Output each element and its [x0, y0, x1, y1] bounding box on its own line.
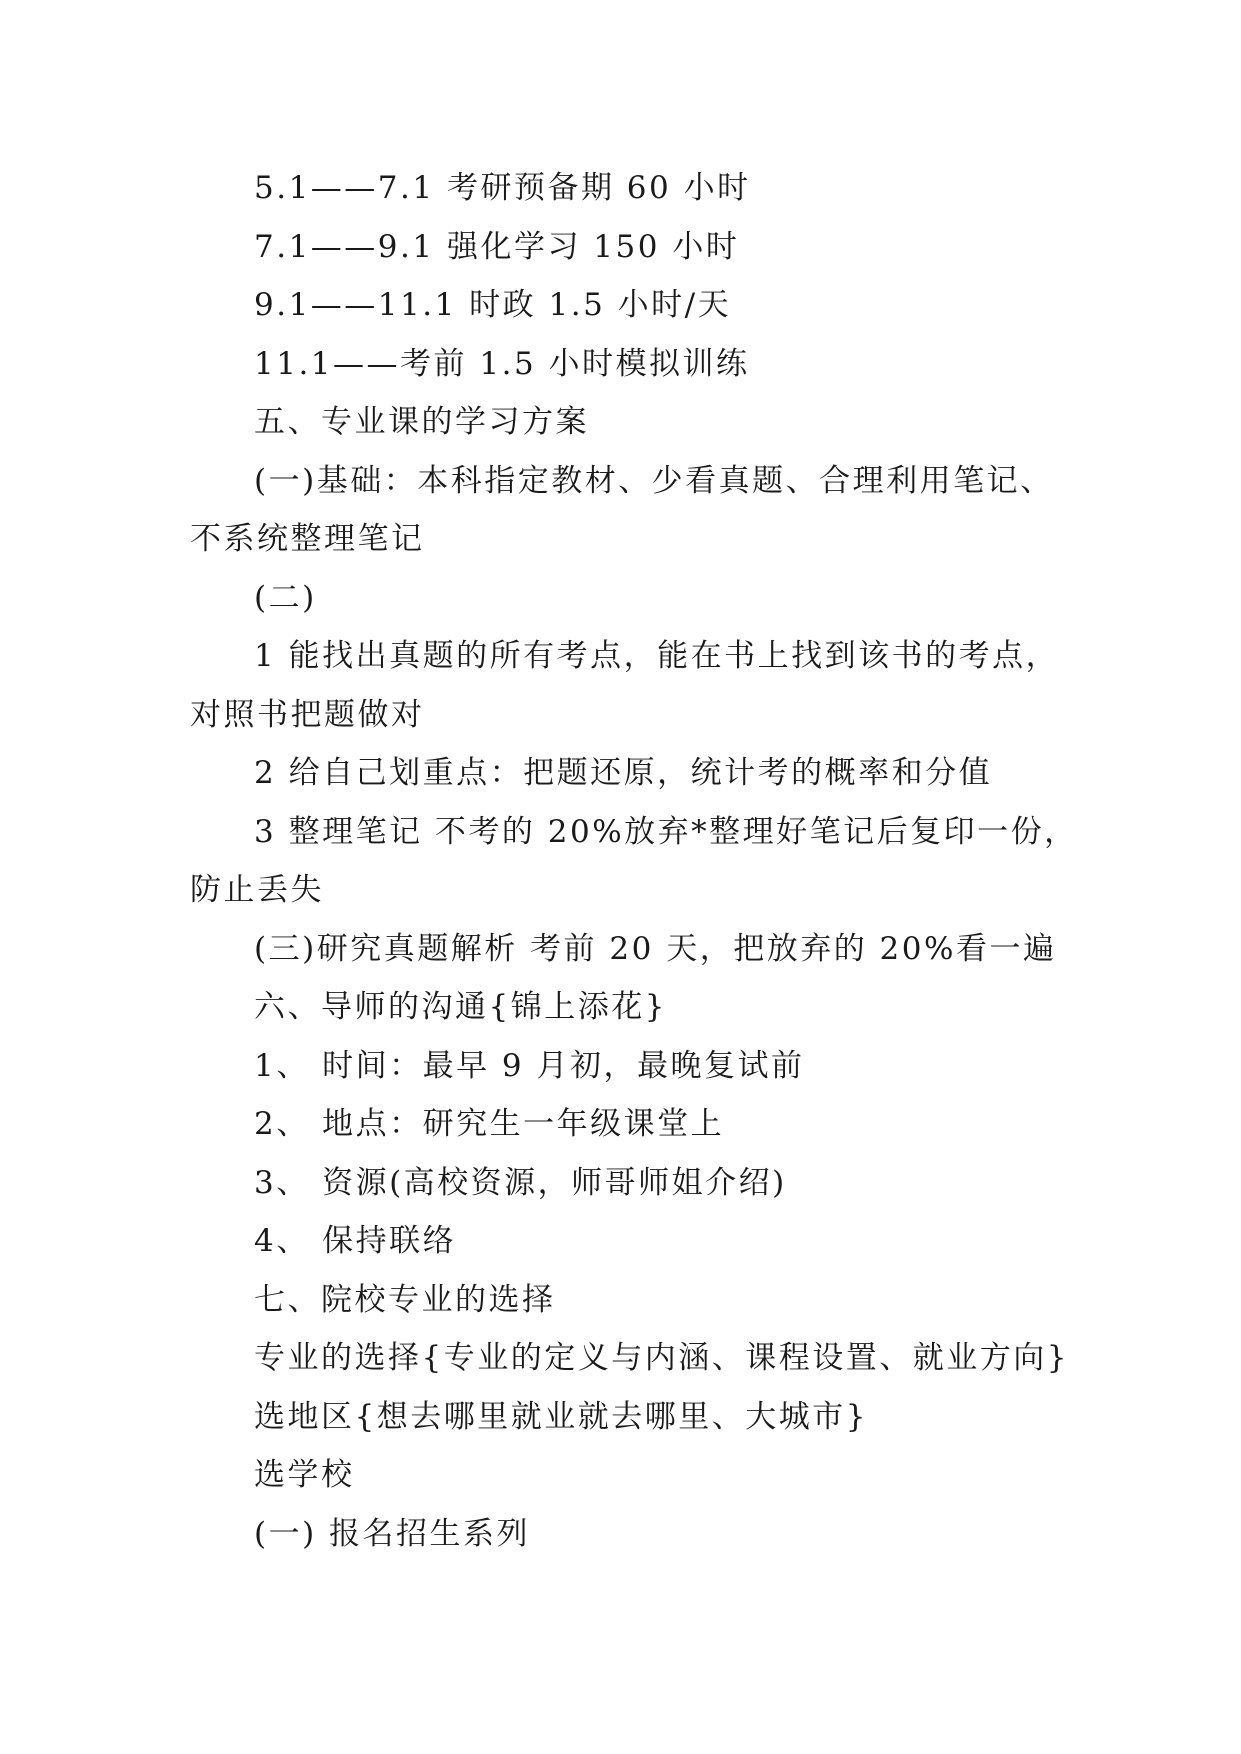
text-line: 11.1——考前 1.5 小时模拟训练: [254, 345, 750, 382]
list-item: 1、 时间：最早 9 月初，最晚复试前: [254, 1047, 805, 1084]
text-line: (三)研究真题解析 考前 20 天，把放弃的 20%看一遍: [254, 930, 1057, 967]
text-line: 专业的选择{专业的定义与内涵、课程设置、就业方向}: [254, 1340, 1069, 1376]
text-line: 1 能找出真题的所有考点，能在书上找到该书的考点，: [254, 638, 1060, 674]
text-line-continuation: 不系统整理笔记: [190, 521, 425, 557]
list-item: 2、 地点：研究生一年级课堂上: [254, 1106, 725, 1142]
text-line-continuation: 对照书把题做对: [190, 696, 425, 733]
text-line: 7.1——9.1 强化学习 150 小时: [254, 228, 740, 265]
text-line: 9.1——11.1 时政 1.5 小时/天: [254, 287, 732, 323]
section-heading: 六、导师的沟通{锦上添花}: [254, 989, 667, 1025]
text-line: 选地区{想去哪里就业就去哪里、大城市}: [254, 1398, 868, 1435]
list-item: 3、 资源(高校资源，师哥师姐介绍): [254, 1164, 787, 1201]
text-line: 5.1——7.1 考研预备期 60 小时: [254, 170, 751, 206]
text-line-continuation: 防止丢失: [190, 872, 324, 908]
text-line: (二): [254, 579, 317, 616]
text-line: (一)基础：本科指定教材、少看真题、合理利用笔记、: [254, 462, 1054, 499]
text-line: 3 整理笔记 不考的 20%放弃*整理好笔记后复印一份，: [254, 813, 1078, 850]
document-body: [190, 159, 1078, 1563]
text-line: 选学校: [254, 1457, 355, 1493]
text-line: 2 给自己划重点：把题还原，统计考的概率和分值: [254, 755, 993, 791]
list-item: 4、 保持联络: [254, 1223, 457, 1259]
section-heading: 七、院校专业的选择: [254, 1281, 556, 1318]
section-heading: 五、专业课的学习方案: [254, 404, 589, 440]
text-line: (一) 报名招生系列: [254, 1515, 531, 1552]
